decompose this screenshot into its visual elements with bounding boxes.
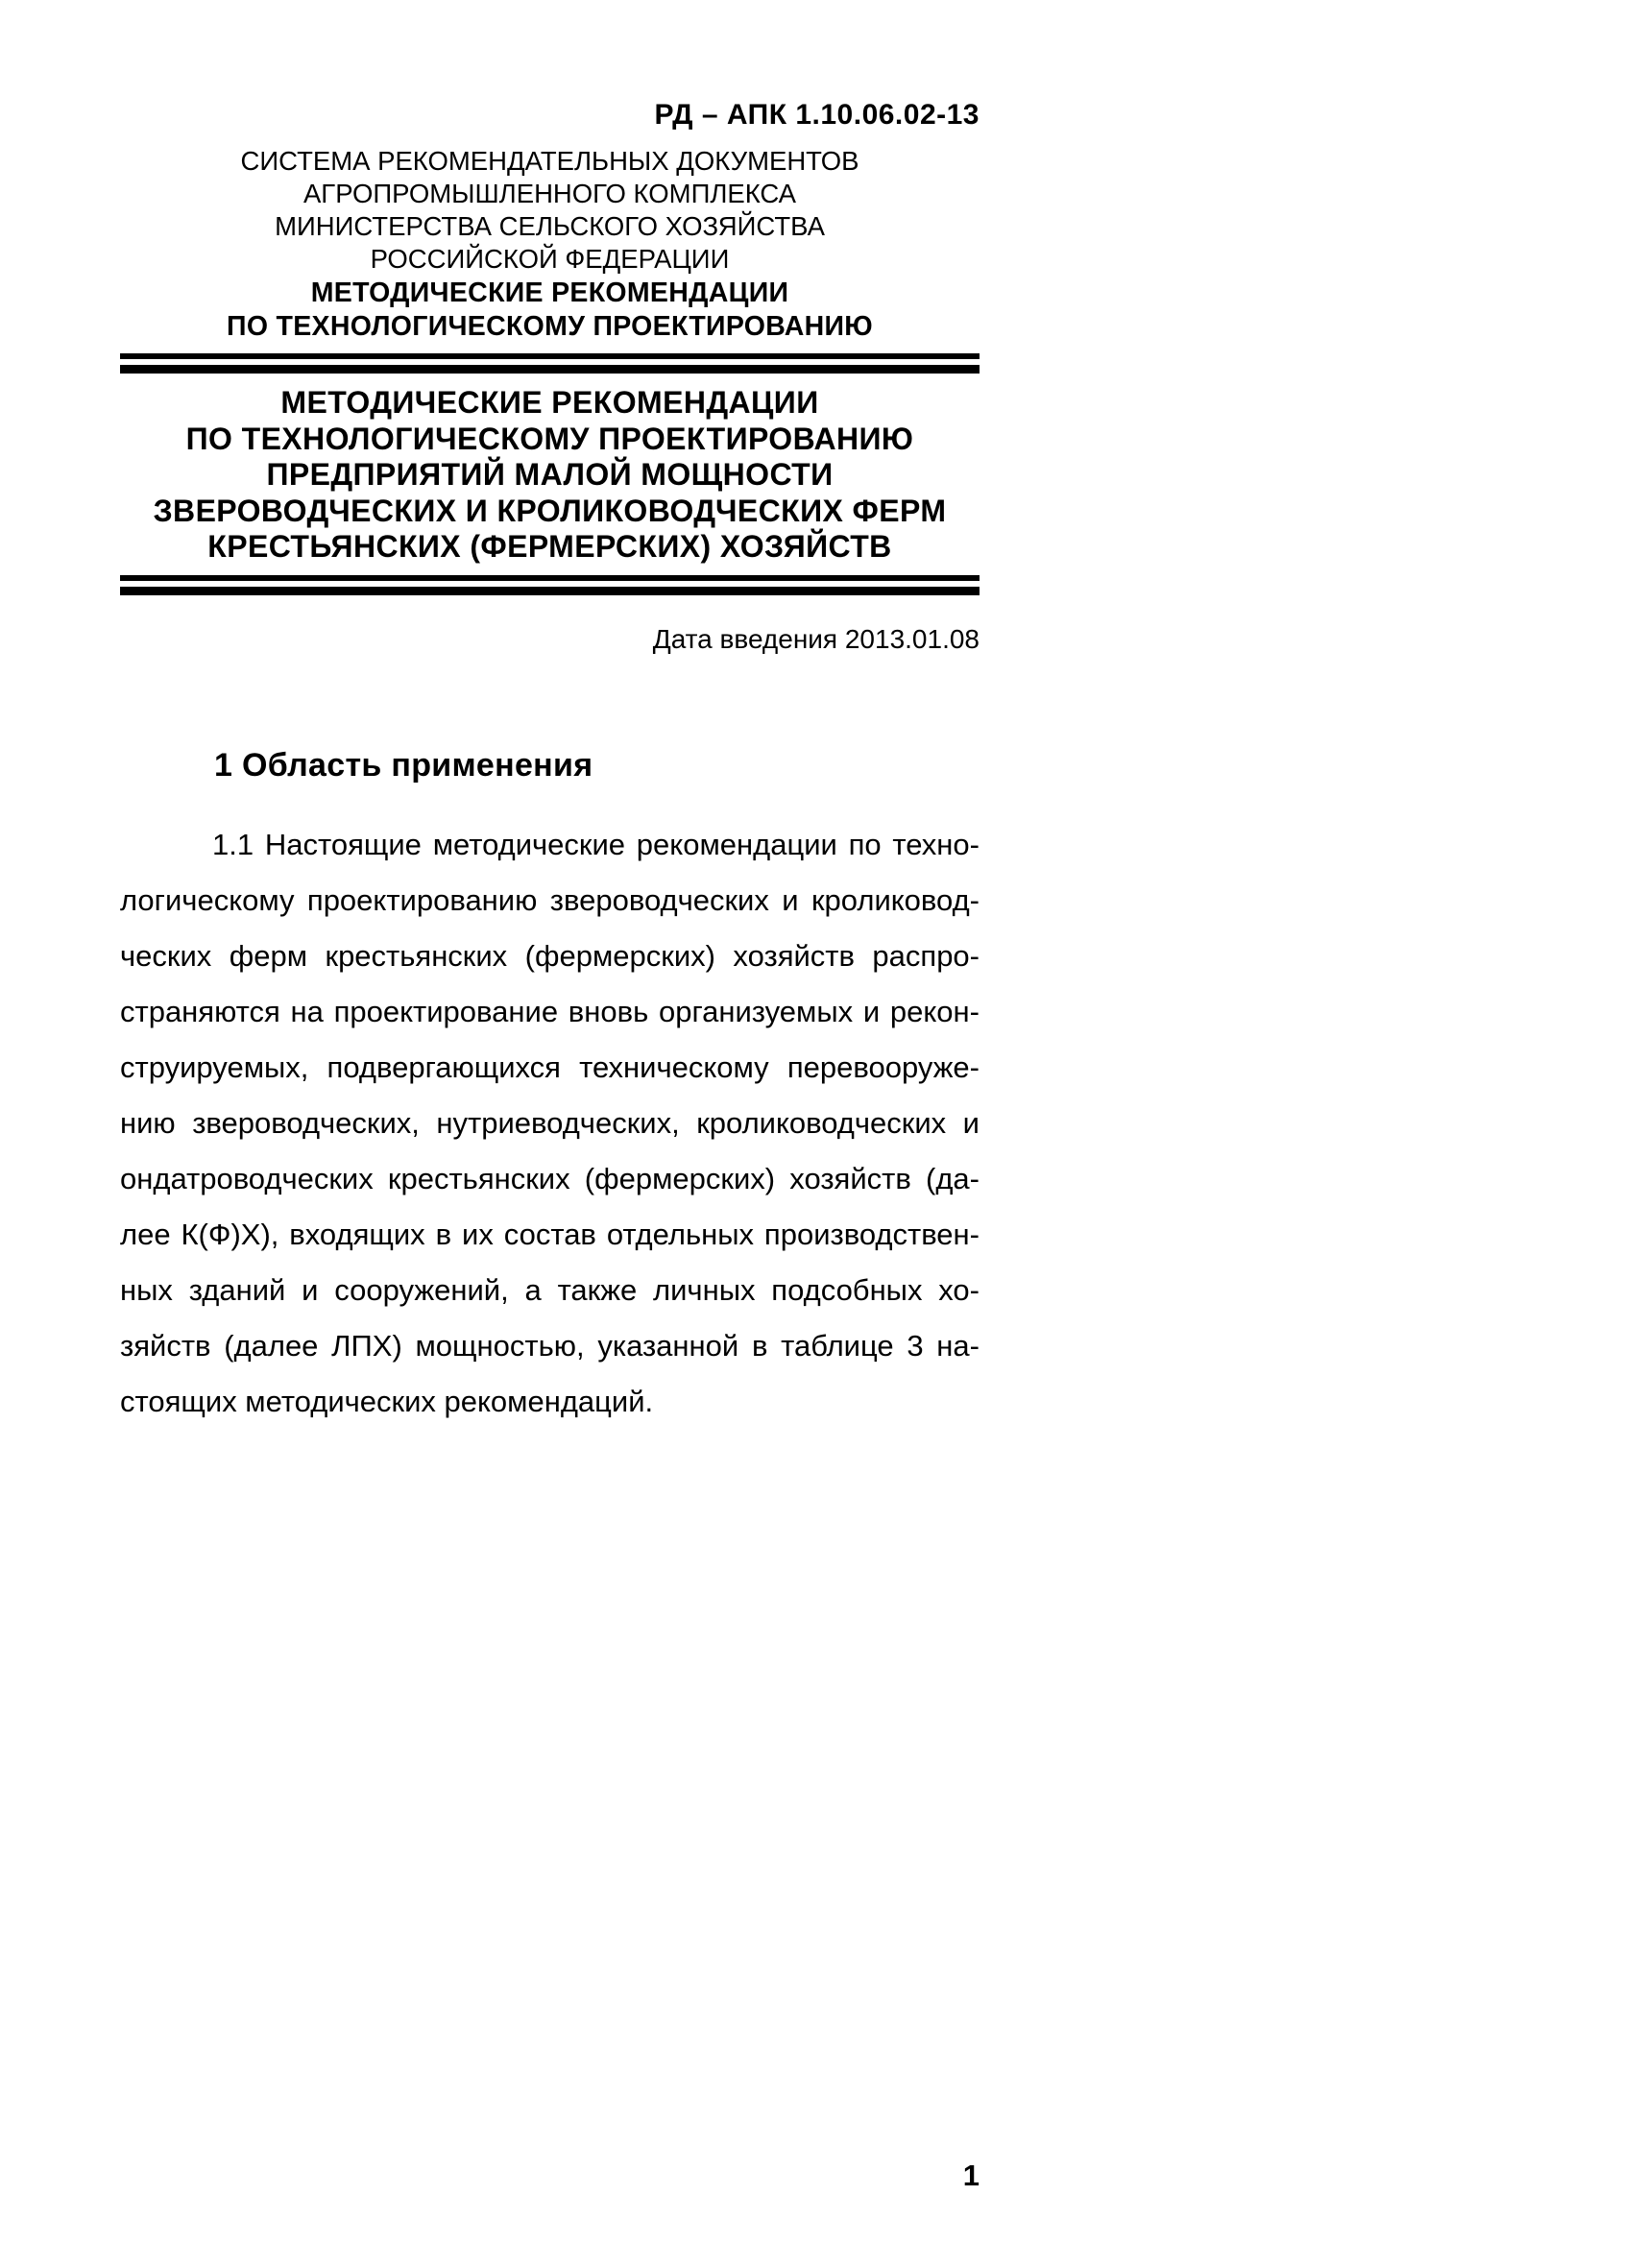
title-line: ПРЕДПРИЯТИЙ МАЛОЙ МОЩНОСТИ <box>266 457 834 492</box>
paragraph-line: стоящих методических рекомендаций. <box>120 1384 654 1418</box>
issuer-line: МИНИСТЕРСТВА СЕЛЬСКОГО ХОЗЯЙСТВА <box>275 211 825 241</box>
series-line: МЕТОДИЧЕСКИЕ РЕКОМЕНДАЦИИ <box>310 277 789 308</box>
issuer-block <box>120 145 980 276</box>
series-line: ПО ТЕХНОЛОГИЧЕСКОМУ ПРОЕКТИРОВАНИЮ <box>227 311 873 342</box>
document-title <box>120 385 980 566</box>
divider-rule-top <box>120 353 980 374</box>
paragraph-line: страняются на проектирование вновь организуемых и рекон- <box>120 994 980 1028</box>
paragraph-line: струируемых, подвергающихся техническому перевооруже- <box>120 1050 980 1084</box>
page-number: 1 <box>962 2159 980 2192</box>
paragraph-line: ондатроводческих крестьянских (фермерских) хозяйств (да- <box>120 1161 980 1195</box>
paragraph-1-1 <box>120 817 980 1430</box>
paragraph-line: 1.1 Настоящие методические рекомендации по техно- <box>212 827 980 861</box>
paragraph-line: ческих ферм крестьянских (фермерских) хозяйств распро- <box>120 938 980 973</box>
issuer-line: АГРОПРОМЫШЛЕННОГО КОМПЛЕКСА <box>302 179 797 208</box>
issuer-line: РОССИЙСКОЙ ФЕДЕРАЦИИ <box>370 244 730 274</box>
document-code: РД – АПК 1.10.06.02-13 <box>654 99 980 131</box>
section-heading: 1 Область применения <box>214 746 593 784</box>
paragraph-line: логическому проектированию звероводческих и кроликовод- <box>120 882 980 917</box>
effective-date: Дата введения 2013.01.08 <box>652 623 980 654</box>
title-line: КРЕСТЬЯНСКИХ (ФЕРМЕРСКИХ) ХОЗЯЙСТВ <box>207 529 892 564</box>
divider-rule-bottom <box>120 575 980 595</box>
page-content <box>120 0 980 1430</box>
paragraph-line: зяйств (далее ЛПХ) мощностью, указанной в таблице 3 на- <box>120 1328 980 1363</box>
issuer-line: СИСТЕМА РЕКОМЕНДАТЕЛЬНЫХ ДОКУМЕНТОВ <box>240 146 859 176</box>
paragraph-line: лее К(Ф)Х), входящих в их состав отдельных производствен- <box>120 1217 980 1251</box>
paragraph-line: нию звероводческих, нутриеводческих, кролиководческих и <box>120 1105 980 1140</box>
series-block <box>120 277 980 344</box>
title-line: ПО ТЕХНОЛОГИЧЕСКОМУ ПРОЕКТИРОВАНИЮ <box>185 421 914 456</box>
paragraph-line: ных зданий и сооружений, а также личных подсобных хо- <box>120 1272 980 1307</box>
title-line: МЕТОДИЧЕСКИЕ РЕКОМЕНДАЦИИ <box>280 385 819 420</box>
title-line: ЗВЕРОВОДЧЕСКИХ И КРОЛИКОВОДЧЕСКИХ ФЕРМ <box>153 493 947 528</box>
